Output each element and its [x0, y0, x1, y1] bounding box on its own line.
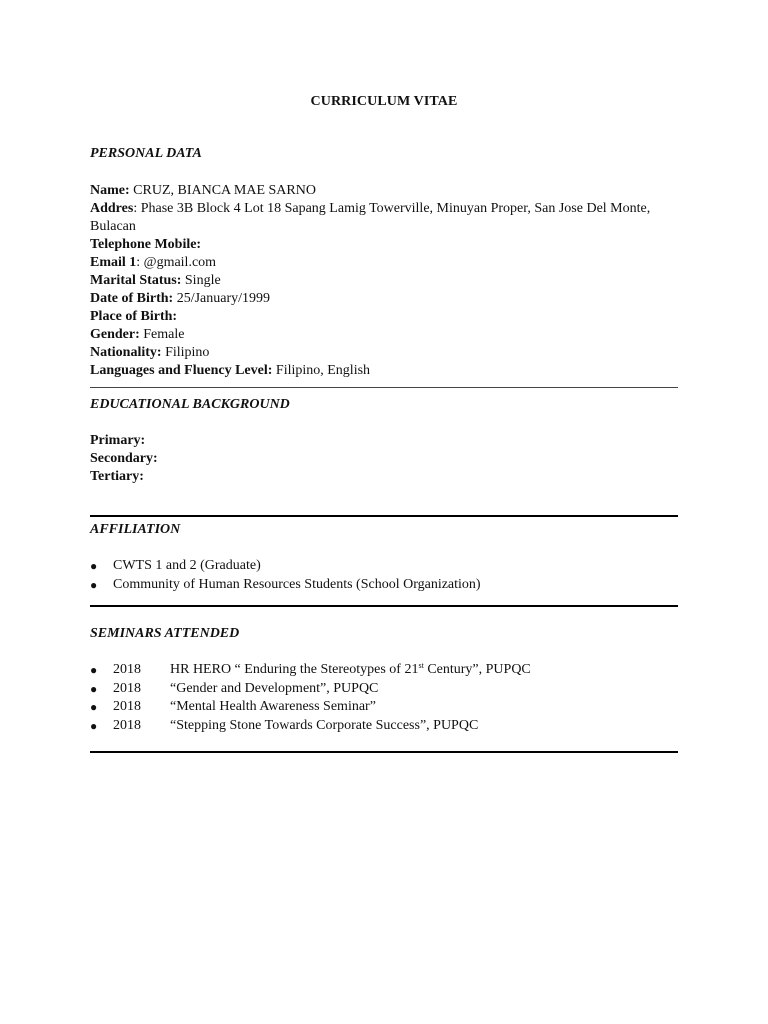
- list-item: [90, 576, 678, 595]
- cv-page: [90, 0, 678, 1024]
- field-gender: [90, 326, 678, 344]
- bullet-icon: ●: [90, 559, 98, 573]
- seminars-list: [90, 661, 678, 735]
- list-item: [90, 717, 678, 736]
- field-primary: [90, 432, 678, 450]
- field-label: Primary:: [90, 433, 146, 448]
- seminars-heading: SEMINARS ATTENDED: [90, 626, 240, 641]
- field-label: Secondary:: [90, 451, 158, 466]
- personal-data-fields: [90, 182, 678, 380]
- field-secondary: [90, 450, 678, 468]
- affiliation-heading: AFFILIATION: [90, 522, 181, 537]
- seminar-title-text-end: Century”, PUPQC: [423, 662, 531, 677]
- bullet-icon: ●: [90, 718, 98, 733]
- field-languages: [90, 362, 678, 380]
- field-place-of-birth: [90, 308, 678, 326]
- field-label: Telephone Mobile:: [90, 237, 202, 252]
- field-value: Filipino: [161, 345, 210, 360]
- field-label: Name:: [90, 183, 130, 198]
- seminar-title: “Stepping Stone Towards Corporate Success”, PUPQC: [170, 717, 479, 733]
- field-value: : @gmail.com: [136, 255, 217, 270]
- section-divider: [90, 751, 678, 753]
- bullet-icon: ●: [90, 681, 98, 696]
- field-marital-status: [90, 272, 678, 290]
- personal-data-heading: PERSONAL DATA: [90, 146, 202, 161]
- affiliation-text: Community of Human Resources Students (School Organization): [113, 576, 481, 592]
- seminar-title-text: HR HERO “ Enduring the Stereotypes of 21: [170, 662, 419, 677]
- field-label: Addres: [90, 201, 134, 216]
- field-telephone: [90, 236, 678, 254]
- seminar-title: [170, 661, 531, 680]
- education-fields: [90, 432, 678, 486]
- field-label: Date of Birth:: [90, 291, 174, 306]
- field-label: Gender:: [90, 327, 140, 342]
- list-item: [90, 698, 678, 717]
- bullet-icon: ●: [90, 663, 98, 677]
- seminar-title: “Gender and Development”, PUPQC: [170, 680, 379, 696]
- seminar-year: 2018: [113, 680, 141, 696]
- section-divider: [90, 515, 678, 517]
- seminar-year: 2018: [113, 717, 141, 733]
- affiliation-list: [90, 557, 678, 594]
- affiliation-text: CWTS 1 and 2 (Graduate): [113, 558, 261, 573]
- list-item: [90, 661, 678, 680]
- field-tertiary: [90, 468, 678, 486]
- list-item: [90, 680, 678, 699]
- field-value: Filipino, English: [272, 363, 371, 378]
- bullet-icon: ●: [90, 700, 98, 714]
- seminar-year: 2018: [113, 699, 141, 714]
- bullet-icon: ●: [90, 577, 98, 592]
- section-divider: [90, 605, 678, 607]
- field-address: [90, 200, 678, 236]
- field-label: Marital Status:: [90, 273, 182, 288]
- field-value: Female: [139, 327, 185, 342]
- field-value: 25/January/1999: [173, 291, 271, 306]
- field-value: : Phase 3B Block 4 Lot 18 Sapang Lamig Towerville, Minuyan Proper, San Jose Del Monte, Bulacan: [90, 201, 651, 234]
- field-value: Single: [181, 273, 221, 288]
- field-value: CRUZ, BIANCA MAE SARNO: [129, 183, 316, 198]
- list-item: [90, 557, 678, 576]
- field-label: Languages and Fluency Level:: [90, 363, 273, 378]
- seminar-title: “Mental Health Awareness Seminar”: [170, 699, 376, 714]
- section-divider: [90, 387, 678, 388]
- field-label: Nationality:: [90, 345, 162, 360]
- field-name: [90, 182, 678, 200]
- field-nationality: [90, 344, 678, 362]
- field-email: [90, 254, 678, 272]
- field-label: Place of Birth:: [90, 309, 178, 324]
- seminar-year: 2018: [113, 662, 141, 677]
- field-date-of-birth: [90, 290, 678, 308]
- field-label: Email 1: [90, 255, 137, 270]
- field-label: Tertiary:: [90, 469, 144, 484]
- seminar-title-superscript: st: [418, 661, 424, 670]
- education-heading: EDUCATIONAL BACKGROUND: [90, 397, 290, 412]
- document-title: CURRICULUM VITAE: [310, 94, 458, 109]
